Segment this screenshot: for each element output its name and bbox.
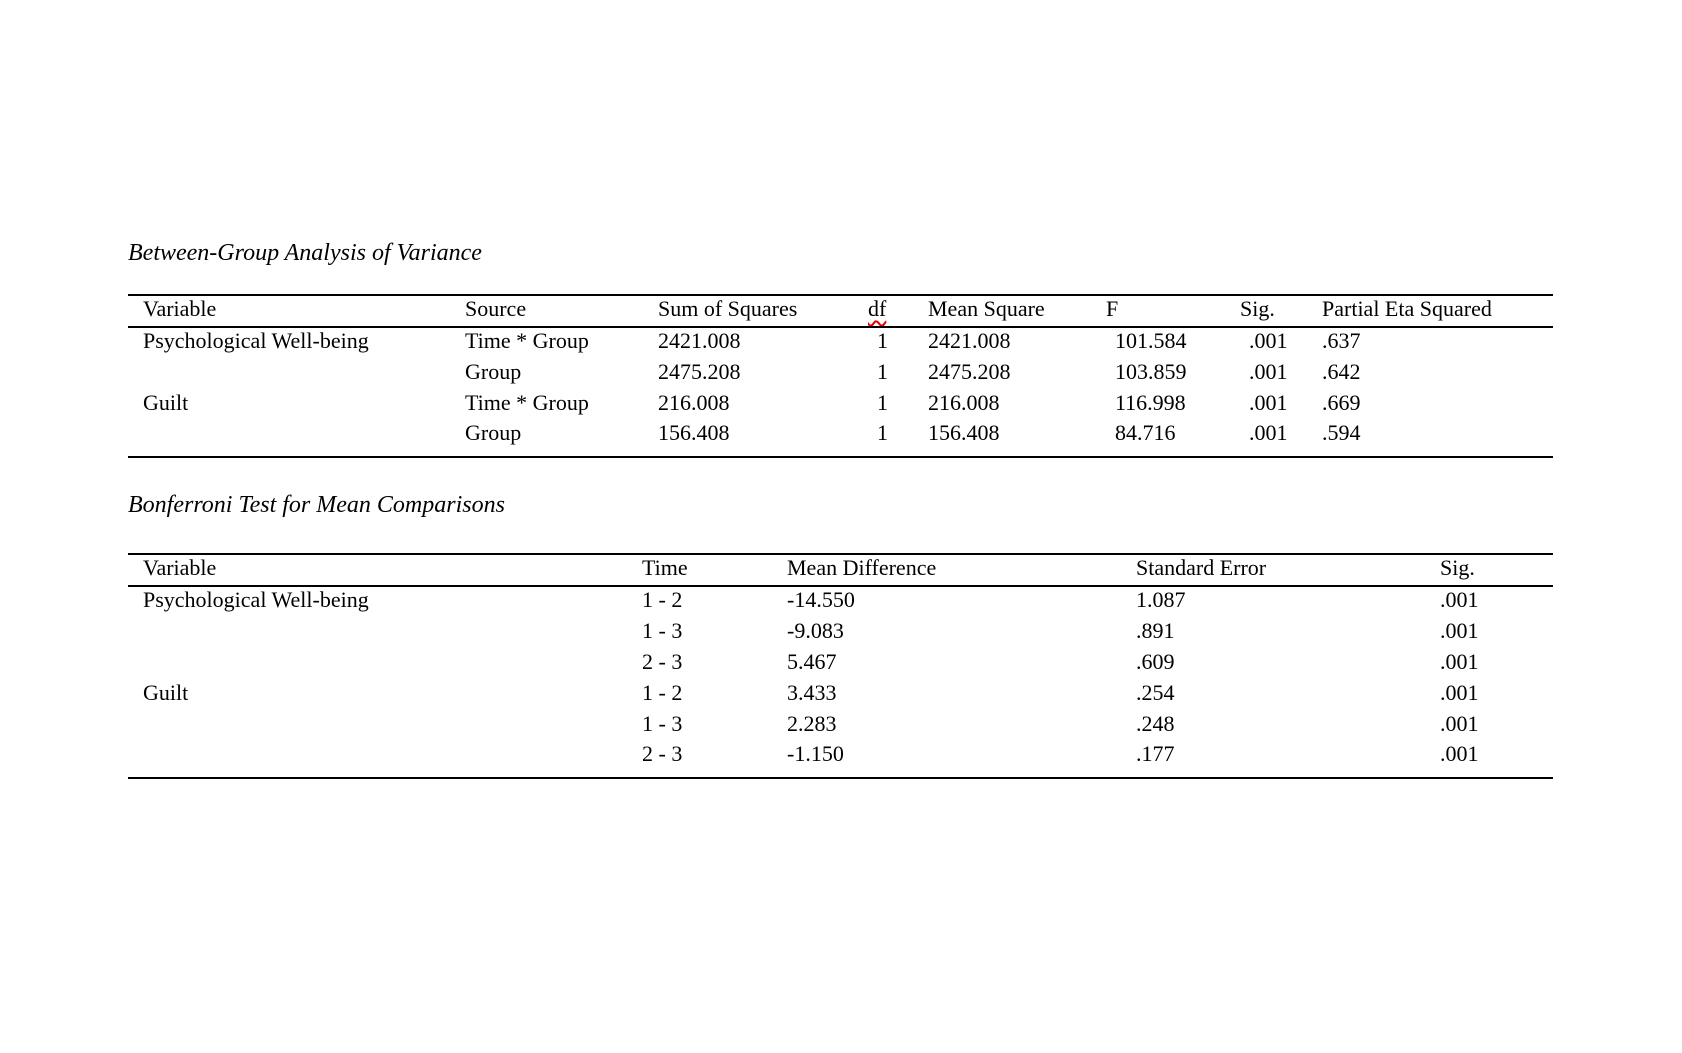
bonferroni-header-time: Time bbox=[642, 554, 787, 586]
anova-header-f: F bbox=[1106, 295, 1240, 327]
cell-standard-error: .248 bbox=[1136, 711, 1175, 736]
anova-header-variable: Variable bbox=[128, 295, 465, 327]
table-row bbox=[128, 648, 1553, 679]
cell-time: 2 - 3 bbox=[642, 741, 683, 766]
cell-time: 1 - 2 bbox=[642, 587, 683, 612]
cell-mean-difference: -14.550 bbox=[787, 587, 855, 612]
spellcheck-underline-df: df bbox=[868, 296, 887, 321]
cell-mean-square: 156.408 bbox=[928, 420, 1000, 445]
cell-time: 1 - 3 bbox=[642, 618, 683, 643]
anova-header-sum-of-squares: Sum of Squares bbox=[658, 295, 868, 327]
table-row bbox=[128, 710, 1553, 741]
anova-table bbox=[128, 294, 1553, 458]
cell-time: 2 - 3 bbox=[642, 649, 683, 674]
anova-header-mean-square: Mean Square bbox=[928, 295, 1106, 327]
cell-sum-of-squares: 216.008 bbox=[658, 390, 730, 415]
table-row bbox=[128, 358, 1553, 389]
cell-df: 1 bbox=[877, 420, 888, 445]
anova-header-sig: Sig. bbox=[1240, 295, 1322, 327]
anova-header-df bbox=[868, 295, 928, 327]
cell-source: Time * Group bbox=[465, 390, 589, 415]
anova-header-partial-eta-squared: Partial Eta Squared bbox=[1322, 295, 1553, 327]
cell-sig: .001 bbox=[1440, 587, 1479, 612]
cell-mean-difference: -9.083 bbox=[787, 618, 844, 643]
cell-variable: Guilt bbox=[143, 390, 189, 415]
cell-variable bbox=[128, 710, 642, 741]
bonferroni-header-variable: Variable bbox=[128, 554, 642, 586]
bonferroni-header-standard-error: Standard Error bbox=[1136, 554, 1440, 586]
table-row bbox=[128, 586, 1553, 617]
cell-source: Time * Group bbox=[465, 328, 589, 353]
cell-standard-error: .254 bbox=[1136, 680, 1175, 705]
cell-standard-error: .891 bbox=[1136, 618, 1175, 643]
cell-variable: Psychological Well-being bbox=[143, 328, 369, 353]
table-row bbox=[128, 389, 1553, 420]
cell-mean-square: 2475.208 bbox=[928, 359, 1011, 384]
cell-standard-error: 1.087 bbox=[1136, 587, 1186, 612]
anova-table-title: Between-Group Analysis of Variance bbox=[128, 240, 482, 266]
cell-partial-eta-squared: .669 bbox=[1322, 390, 1361, 415]
cell-mean-difference: 5.467 bbox=[787, 649, 837, 674]
bonferroni-header-sig: Sig. bbox=[1440, 554, 1553, 586]
cell-partial-eta-squared: .642 bbox=[1322, 359, 1361, 384]
cell-mean-square: 2421.008 bbox=[928, 328, 1011, 353]
cell-sum-of-squares: 2475.208 bbox=[658, 359, 741, 384]
bonferroni-table-title: Bonferroni Test for Mean Comparisons bbox=[128, 492, 505, 518]
cell-df: 1 bbox=[877, 328, 888, 353]
cell-variable: Guilt bbox=[143, 680, 189, 705]
cell-source: Group bbox=[465, 359, 522, 384]
cell-f: 101.584 bbox=[1115, 328, 1187, 353]
cell-f: 116.998 bbox=[1115, 390, 1186, 415]
anova-header-source: Source bbox=[465, 295, 658, 327]
cell-f: 84.716 bbox=[1115, 420, 1176, 445]
table-row bbox=[128, 679, 1553, 710]
cell-sig: .001 bbox=[1440, 741, 1479, 766]
cell-partial-eta-squared: .594 bbox=[1322, 420, 1361, 445]
cell-mean-difference: -1.150 bbox=[787, 741, 844, 766]
cell-partial-eta-squared: .637 bbox=[1322, 328, 1361, 353]
cell-variable bbox=[128, 420, 465, 457]
cell-variable: Psychological Well-being bbox=[143, 587, 369, 612]
cell-variable bbox=[128, 648, 642, 679]
cell-f: 103.859 bbox=[1115, 359, 1187, 384]
cell-df: 1 bbox=[877, 390, 888, 415]
table-row bbox=[128, 327, 1553, 358]
table-row bbox=[128, 617, 1553, 648]
table-row bbox=[128, 420, 1553, 457]
bonferroni-header-row bbox=[128, 554, 1553, 586]
table-row bbox=[128, 741, 1553, 778]
cell-mean-square: 216.008 bbox=[928, 390, 1000, 415]
cell-source: Group bbox=[465, 420, 522, 445]
cell-sig: .001 bbox=[1249, 390, 1288, 415]
cell-sum-of-squares: 2421.008 bbox=[658, 328, 741, 353]
bonferroni-table bbox=[128, 553, 1553, 779]
cell-sig: .001 bbox=[1249, 420, 1288, 445]
cell-variable bbox=[128, 358, 465, 389]
cell-sig: .001 bbox=[1440, 680, 1479, 705]
cell-time: 1 - 3 bbox=[642, 711, 683, 736]
cell-sig: .001 bbox=[1249, 328, 1288, 353]
cell-sig: .001 bbox=[1249, 359, 1288, 384]
cell-sig: .001 bbox=[1440, 618, 1479, 643]
bonferroni-header-mean-difference: Mean Difference bbox=[787, 554, 1136, 586]
anova-header-row bbox=[128, 295, 1553, 327]
cell-sig: .001 bbox=[1440, 649, 1479, 674]
cell-mean-difference: 2.283 bbox=[787, 711, 837, 736]
cell-sig: .001 bbox=[1440, 711, 1479, 736]
cell-variable bbox=[128, 617, 642, 648]
cell-variable bbox=[128, 741, 642, 778]
cell-standard-error: .177 bbox=[1136, 741, 1175, 766]
cell-mean-difference: 3.433 bbox=[787, 680, 837, 705]
cell-sum-of-squares: 156.408 bbox=[658, 420, 730, 445]
cell-time: 1 - 2 bbox=[642, 680, 683, 705]
cell-df: 1 bbox=[877, 359, 888, 384]
cell-standard-error: .609 bbox=[1136, 649, 1175, 674]
